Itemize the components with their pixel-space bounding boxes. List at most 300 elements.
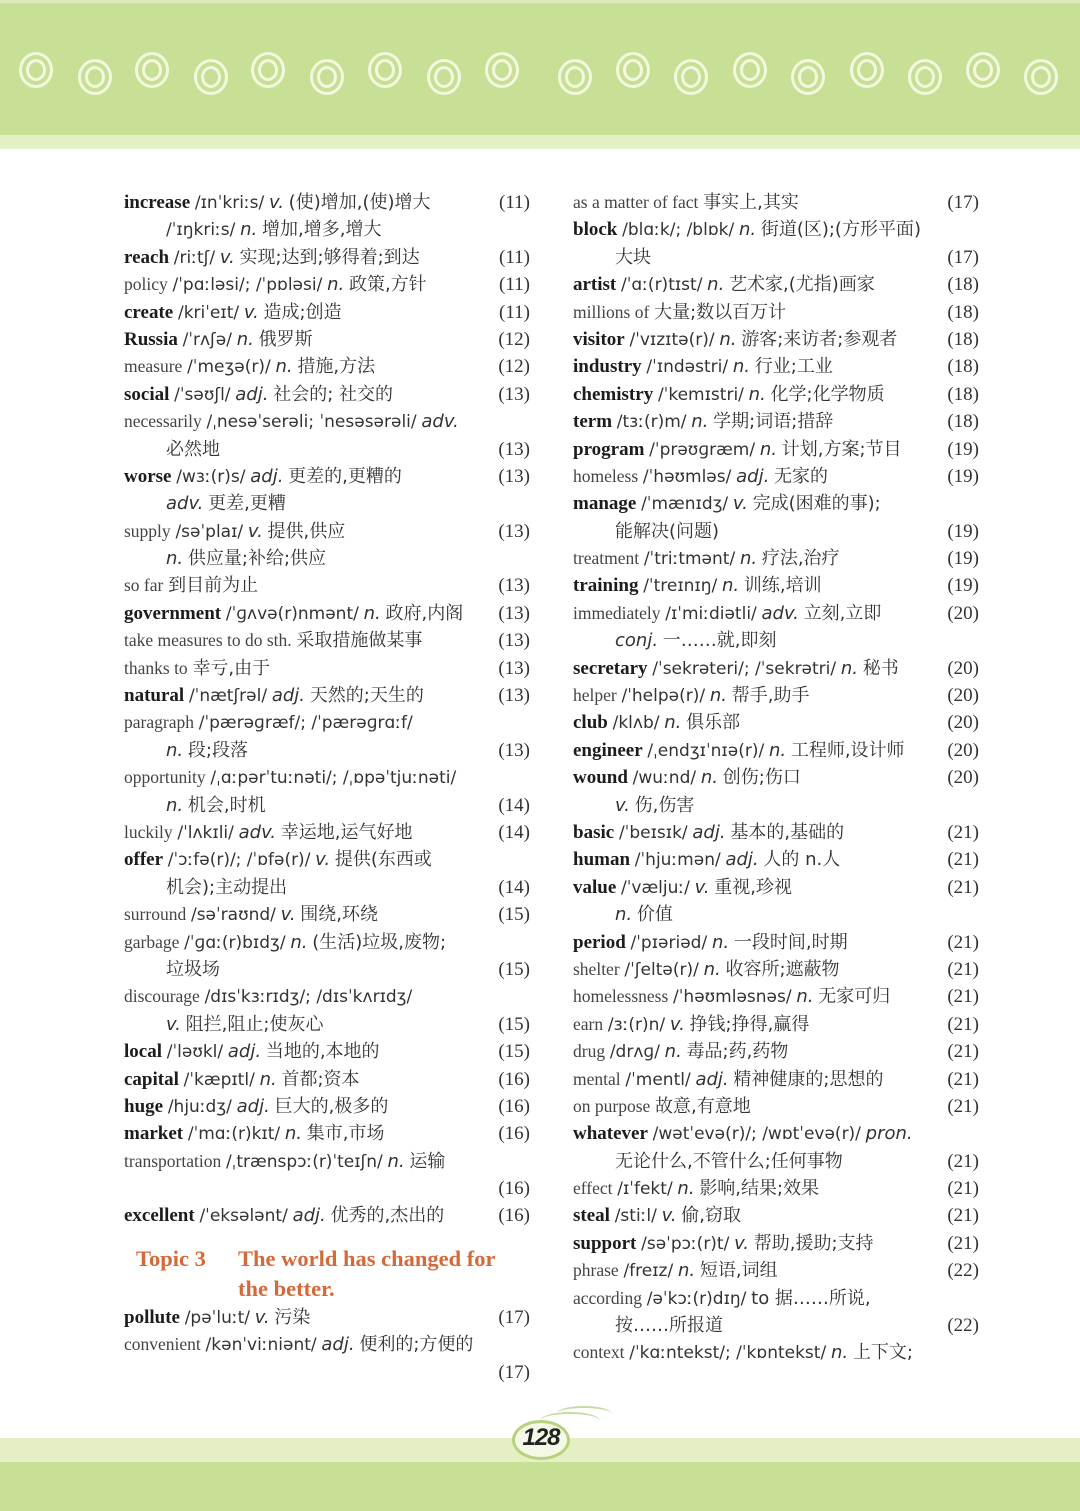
unit-reference: (22)	[947, 1315, 979, 1337]
topic-title: The world has changed for the better.	[238, 1245, 496, 1301]
vocab-entry	[124, 901, 530, 928]
headword: transportation	[124, 1150, 222, 1171]
ring-decoration-icon	[674, 59, 708, 95]
phonetic: /ˈtreɪnɪŋ/	[643, 576, 718, 597]
unit-reference: (21)	[947, 958, 979, 980]
part-of-speech: adj.	[692, 821, 726, 843]
unit-reference: (14)	[498, 821, 530, 843]
vocab-entry	[573, 545, 979, 572]
footer-band	[0, 1462, 1080, 1511]
phonetic: /hjuːdʒ/	[167, 1096, 232, 1117]
headword: thanks to	[124, 657, 188, 678]
unit-reference: (21)	[947, 931, 979, 953]
unit-reference: (11)	[499, 192, 530, 213]
page-number: 128	[522, 1424, 560, 1451]
part-of-speech: v.	[734, 1232, 749, 1254]
vocab-entry	[124, 1331, 530, 1358]
part-of-speech: v.	[669, 1013, 685, 1035]
vocab-entry	[573, 216, 979, 243]
headword: surround	[124, 904, 187, 925]
part-of-speech: n.	[387, 1150, 405, 1172]
definition: 提供,供应	[267, 520, 346, 542]
headword: wound	[573, 767, 628, 789]
unit-reference: (14)	[498, 794, 530, 816]
unit-reference: (20)	[947, 739, 979, 761]
vocab-entry	[124, 1066, 530, 1093]
phonetic: /səˈraʊnd/	[190, 905, 276, 926]
headword: chemistry	[573, 383, 654, 405]
vocab-entry	[124, 463, 530, 490]
part-of-speech: n.	[615, 904, 633, 926]
vocab-entry	[124, 983, 530, 1010]
unit-reference: (17)	[947, 246, 979, 268]
definition: 人的 n.人	[763, 849, 841, 871]
topic-heading	[124, 1244, 530, 1304]
unit-reference: (19)	[947, 438, 979, 460]
headword: government	[124, 602, 222, 624]
unit-reference: (21)	[947, 1232, 979, 1254]
headword: context	[573, 1342, 625, 1363]
part-of-speech: v.	[661, 1205, 677, 1227]
definition: 措施,方法	[297, 356, 376, 378]
definition: 大量;数以百万计	[654, 301, 787, 323]
definition: 精神健康的;思想的	[733, 1068, 884, 1090]
definition: 段;段落	[187, 739, 248, 761]
vocab-entry	[124, 1148, 530, 1175]
phonetic: /ˈʃeltə(r)/	[624, 959, 699, 980]
definition: 收容所;遮蔽物	[725, 958, 840, 980]
headword: necessarily	[124, 411, 202, 432]
part-of-speech: n.	[259, 1068, 277, 1090]
phonetic: /dɪsˈkɜːrɪdʒ/; /dɪsˈkʌrɪdʒ/	[204, 987, 413, 1008]
vocab-entry-continuation	[573, 627, 979, 654]
unit-reference: (16)	[498, 1123, 530, 1145]
headword: so far	[124, 575, 164, 596]
headword: worse	[124, 465, 172, 487]
vocab-entry	[573, 874, 979, 901]
headword: helper	[573, 685, 617, 706]
vocab-entry-continuation	[124, 216, 530, 243]
headword: local	[124, 1041, 162, 1063]
phonetic: /ˈpɪəriəd/	[630, 932, 708, 953]
headword: basic	[573, 821, 615, 843]
phonetic: /ˈvɪzɪtə(r)/	[629, 329, 715, 350]
unit-reference: (16)	[498, 1068, 530, 1090]
unit-reference: (13)	[498, 520, 530, 542]
part-of-speech: n.	[363, 602, 381, 624]
definition: 挣钱;挣得,赢得	[689, 1013, 810, 1035]
headword: convenient	[124, 1334, 201, 1355]
part-of-speech: v.	[254, 1306, 270, 1328]
ring-decoration-icon	[733, 52, 767, 88]
phonetic: /əˈkɔː(r)dɪŋ/	[646, 1288, 747, 1309]
phonetic: /ˌɑːpərˈtuːnəti/; /ˌɒpəˈtjuːnəti/	[210, 768, 457, 789]
unit-reference: (13)	[498, 630, 530, 652]
unit-reference: (17)	[498, 1361, 530, 1383]
unit-reference: (21)	[947, 1013, 979, 1035]
phonetic: /ɪnˈkriːs/	[194, 193, 265, 213]
unit-reference: (21)	[947, 1041, 979, 1063]
vocab-entry	[124, 600, 530, 627]
headword: engineer	[573, 739, 643, 761]
vocab-entry	[573, 1202, 979, 1229]
unit-reference: (12)	[498, 356, 530, 378]
headword: social	[124, 383, 170, 405]
phonetic: /ˈeksələnt/	[199, 1206, 288, 1227]
part-of-speech: v.	[166, 1013, 181, 1035]
part-of-speech: adv.	[166, 493, 204, 515]
definition: 上下文;	[852, 1342, 913, 1364]
definition: 机会);主动提出	[166, 876, 288, 898]
vocab-entry	[124, 326, 530, 353]
unit-reference: (13)	[498, 657, 530, 679]
part-of-speech: n.	[738, 219, 757, 241]
headword: capital	[124, 1068, 179, 1090]
ring-decoration-icon	[850, 52, 884, 88]
definition: (使)增加,(使)增大	[288, 192, 431, 213]
unit-reference: (16)	[498, 1178, 530, 1200]
vocab-entry	[573, 929, 979, 956]
headword: supply	[124, 520, 171, 541]
phonetic: /tɜː(r)m/	[616, 412, 687, 433]
unit-reference: (16)	[498, 1205, 530, 1227]
headword: secretary	[573, 657, 648, 679]
unit-reference: (20)	[947, 712, 979, 734]
phonetic: /ˈnætʃrəl/	[188, 686, 268, 707]
vocab-entry	[573, 764, 979, 791]
part-of-speech: n.	[664, 712, 682, 734]
headword: industry	[573, 356, 642, 378]
unit-reference: (16)	[498, 1095, 530, 1117]
headword: treatment	[573, 548, 640, 569]
definition: 伤,伤害	[634, 794, 695, 816]
unit-reference: (20)	[947, 657, 979, 679]
headword: human	[573, 849, 631, 871]
unit-reference: (15)	[498, 1041, 530, 1063]
part-of-speech: n.	[664, 1041, 682, 1063]
phonetic: /wɜː(r)s/	[176, 466, 246, 487]
vocab-entry	[573, 572, 979, 599]
headword: garbage	[124, 931, 180, 952]
vocab-entry	[573, 408, 979, 435]
vocab-entry	[573, 189, 979, 216]
ring-decoration-icon	[616, 52, 650, 88]
part-of-speech: v.	[315, 849, 331, 871]
phonetic: /ˈhelpə(r)/	[621, 686, 706, 707]
unit-reference: (21)	[947, 1068, 979, 1090]
definition: 供应量;补给;供应	[187, 548, 327, 570]
headword: excellent	[124, 1205, 195, 1227]
vocab-entry	[573, 1230, 979, 1257]
definition: 幸运地,运气好地	[280, 821, 413, 843]
ring-decoration-icon	[251, 52, 285, 88]
vocab-entry	[573, 846, 979, 873]
vocab-column-left	[124, 189, 530, 1386]
headword: policy	[124, 274, 168, 295]
unit-reference: (13)	[498, 383, 530, 405]
vocab-entry	[573, 1093, 979, 1120]
part-of-speech: adj.	[227, 1041, 262, 1063]
phonetic: /ˈmentl/	[625, 1069, 691, 1090]
unit-reference: (18)	[947, 301, 979, 323]
phonetic: /blɑːk/; /blɒk/	[622, 220, 735, 241]
headword: homelessness	[573, 986, 669, 1007]
vocab-entry	[124, 819, 530, 846]
unit-reference: (18)	[947, 411, 979, 433]
vocab-entry	[573, 983, 979, 1010]
vocab-entry	[124, 518, 530, 545]
part-of-speech: n.	[677, 1260, 696, 1282]
definition: 造成;创造	[263, 301, 342, 323]
part-of-speech: adj.	[236, 1095, 270, 1117]
part-of-speech: adj.	[321, 1334, 355, 1356]
vocab-entry	[573, 1175, 979, 1202]
headword: immediately	[573, 602, 661, 623]
ring-decoration-icon	[78, 59, 112, 95]
unit-reference: (15)	[498, 958, 530, 980]
headword: earn	[573, 1013, 604, 1034]
part-of-speech: adj.	[725, 849, 759, 871]
phonetic: /ˈsəʊʃl/	[174, 384, 231, 405]
definition: 短语,词组	[699, 1260, 778, 1282]
unit-reference: (13)	[498, 465, 530, 487]
phonetic: /ˈsekrəteri/; /ˈsekrətri/	[652, 658, 837, 679]
vocab-entry	[573, 956, 979, 983]
headword: phrase	[573, 1260, 619, 1281]
definition: 帮助,援助;支持	[753, 1232, 874, 1254]
unit-reference: (18)	[947, 356, 979, 378]
definition: 首都;资本	[281, 1068, 360, 1090]
vocab-entry	[573, 326, 979, 353]
vocab-entry	[124, 572, 530, 599]
phonetic: /ɪˈmiːdiətli/	[665, 603, 757, 624]
part-of-speech: v.	[280, 904, 296, 926]
headword: measure	[124, 356, 183, 377]
headword: pollute	[124, 1306, 180, 1328]
phonetic: /riːtʃ/	[173, 247, 216, 268]
definition: 提供(东西或	[334, 849, 432, 871]
part-of-speech: n.	[748, 383, 766, 405]
ring-decoration-icon	[558, 59, 592, 95]
phonetic: /ˈmɑː(r)kɪt/	[187, 1124, 281, 1145]
part-of-speech: n.	[840, 657, 859, 679]
phonetic: /ˈpærəɡræf/; /ˈpærəɡrɑːf/	[198, 713, 413, 734]
vocab-entry	[124, 1093, 530, 1120]
vocab-entry	[573, 381, 979, 408]
part-of-speech: n.	[739, 548, 758, 570]
definition: 训练,培训	[743, 575, 822, 597]
vocab-entry	[124, 408, 530, 435]
definition: 学期;词语;措辞	[713, 411, 834, 433]
unit-reference: (19)	[947, 548, 979, 570]
vocab-entry	[124, 244, 530, 271]
phonetic: /ˈprəʊɡræm/	[649, 439, 756, 460]
definition: 政策,方针	[348, 274, 427, 296]
part-of-speech: n.	[768, 739, 787, 761]
vocab-entry	[124, 1304, 530, 1331]
definition: 集市,市场	[306, 1123, 385, 1145]
part-of-speech: v.	[694, 876, 710, 898]
definition: 帮手,助手	[731, 685, 810, 707]
vocab-entry	[124, 709, 530, 736]
part-of-speech: n.	[166, 794, 184, 816]
phonetic: /ˈlʌkɪli/	[177, 822, 234, 843]
definition: 到目前为止	[168, 575, 259, 597]
part-of-speech: v.	[269, 192, 284, 213]
part-of-speech: v.	[247, 520, 263, 542]
vocab-entry-continuation	[573, 518, 979, 545]
phonetic: /klʌb/	[612, 713, 660, 734]
vocab-entry-continuation	[124, 1359, 530, 1386]
vocab-entry	[124, 271, 530, 298]
phonetic: /ɜː(r)n/	[607, 1014, 666, 1035]
definition: 一段时间,时期	[733, 931, 848, 953]
phonetic: /freɪz/	[623, 1261, 674, 1282]
headword: visitor	[573, 328, 625, 350]
unit-reference: (18)	[947, 383, 979, 405]
headword: as a matter of fact	[573, 192, 699, 212]
part-of-speech: adj.	[736, 465, 770, 487]
vocab-entry-continuation	[124, 792, 530, 819]
vocab-entry-continuation	[124, 956, 530, 983]
definition: to 据……所说,	[751, 1287, 871, 1309]
vocab-entry	[573, 655, 979, 682]
headword: program	[573, 438, 645, 460]
headword: discourage	[124, 986, 200, 1007]
part-of-speech: adj.	[235, 383, 269, 405]
vocab-entry	[124, 846, 530, 873]
headword: paragraph	[124, 712, 194, 733]
part-of-speech: conj.	[615, 630, 659, 652]
phonetic: /ˈhəʊmləsnəs/	[673, 987, 792, 1008]
ring-decoration-icon	[194, 59, 228, 95]
vocab-entry-continuation	[124, 1011, 530, 1038]
unit-reference: (20)	[947, 685, 979, 707]
ring-decoration-icon	[791, 59, 825, 95]
ring-decoration-icon	[966, 52, 1000, 88]
definition: 垃圾场	[166, 958, 220, 980]
definition: 疗法,治疗	[761, 548, 840, 570]
headword: whatever	[573, 1123, 648, 1145]
header-band	[0, 0, 1080, 135]
vocab-entry	[124, 1202, 530, 1229]
unit-reference: (21)	[947, 1095, 979, 1117]
unit-reference: (21)	[947, 1178, 979, 1200]
definition: 俱乐部	[686, 712, 741, 734]
definition: 俄罗斯	[258, 328, 313, 350]
vocab-entry-continuation	[124, 737, 530, 764]
part-of-speech: n.	[830, 1342, 849, 1364]
unit-reference: (13)	[498, 438, 530, 460]
phonetic: /ˌendʒɪˈnɪə(r)/	[647, 740, 765, 761]
definition: 机会,时机	[187, 794, 266, 816]
phonetic: /ˈmænɪdʒ/	[641, 494, 729, 515]
phonetic: /ˈləʊkl/	[166, 1042, 224, 1063]
ring-decoration-icon	[310, 59, 344, 95]
definition: 一……就,即刻	[662, 630, 777, 652]
unit-reference: (20)	[947, 767, 979, 789]
part-of-speech: n.	[284, 1123, 303, 1145]
definition: 更差的,更糟的	[288, 465, 402, 487]
vocab-entry	[573, 1066, 979, 1093]
phonetic: /ˈɡɑː(r)bɪdʒ/	[184, 932, 286, 953]
part-of-speech: n.	[691, 411, 709, 433]
phonetic: /kriˈeɪt/	[177, 302, 240, 323]
definition: 增加,增多,增大	[262, 219, 382, 241]
phonetic: /ˈtriːtmənt/	[643, 549, 736, 570]
ring-decoration-icon	[19, 52, 53, 88]
definition: 影响,结果;效果	[699, 1178, 820, 1200]
phonetic: /ˈbeɪsɪk/	[618, 822, 688, 843]
headword: opportunity	[124, 767, 206, 788]
part-of-speech: pron.	[865, 1123, 913, 1145]
phonetic: /ˈkɑːntekst/; /ˈkɒntekst/	[629, 1343, 827, 1364]
vocab-entry	[573, 1011, 979, 1038]
headword: artist	[573, 274, 617, 296]
definition: 巨大的,极多的	[274, 1095, 389, 1117]
vocab-entry	[573, 1285, 979, 1312]
phonetic: /ˌnesəˈserəli; ˈnesəsərəli/	[206, 412, 417, 433]
unit-reference: (14)	[498, 876, 530, 898]
part-of-speech: adv.	[761, 602, 799, 624]
part-of-speech: n.	[240, 219, 258, 241]
headword: Russia	[124, 328, 178, 350]
definition: 污染	[274, 1306, 311, 1328]
definition: 价值	[636, 904, 673, 926]
part-of-speech: n.	[236, 328, 254, 350]
vocab-entry	[573, 709, 979, 736]
unit-reference: (13)	[498, 685, 530, 707]
vocab-entry-continuation	[573, 1312, 979, 1339]
definition: 故意,有意地	[655, 1095, 751, 1117]
header-strip	[0, 135, 1080, 149]
headword: value	[573, 876, 617, 898]
definition: 采取措施做某事	[296, 630, 423, 652]
definition: 按……所报道	[615, 1315, 723, 1337]
headword: homeless	[573, 465, 639, 486]
headword: reach	[124, 246, 170, 268]
headword: effect	[573, 1178, 613, 1199]
definition: 阻拦,阻止;使灰心	[185, 1013, 324, 1035]
phonetic: /ˈɪŋkriːs/	[166, 220, 236, 241]
headword: club	[573, 712, 608, 734]
definition: 优秀的,杰出的	[330, 1205, 445, 1227]
definition: 更差,更糟	[208, 493, 286, 515]
definition: 必然地	[166, 438, 220, 460]
phonetic: /drʌɡ/	[609, 1042, 660, 1063]
unit-reference: (11)	[499, 274, 530, 296]
definition: 完成(困难的事);	[752, 493, 881, 515]
headword: support	[573, 1232, 637, 1254]
ring-decoration-icon	[368, 52, 402, 88]
unit-reference: (19)	[947, 520, 979, 542]
part-of-speech: n.	[290, 931, 308, 953]
part-of-speech: adj.	[292, 1205, 326, 1227]
part-of-speech: n.	[700, 767, 718, 789]
headword: training	[573, 575, 639, 597]
definition: 无家可归	[818, 986, 891, 1008]
unit-reference: (21)	[947, 1150, 979, 1172]
part-of-speech: n.	[166, 739, 184, 761]
definition: 重视,珍视	[714, 876, 793, 898]
phonetic: /ɪˈfekt/	[617, 1179, 673, 1200]
vocab-entry	[124, 764, 530, 791]
phonetic: /səˈpɔː(r)t/	[641, 1233, 730, 1254]
phonetic: /ˈɪndəstri/	[646, 357, 729, 378]
vocab-entry	[124, 299, 530, 326]
unit-reference: (21)	[947, 849, 979, 871]
vocab-entry	[573, 682, 979, 709]
